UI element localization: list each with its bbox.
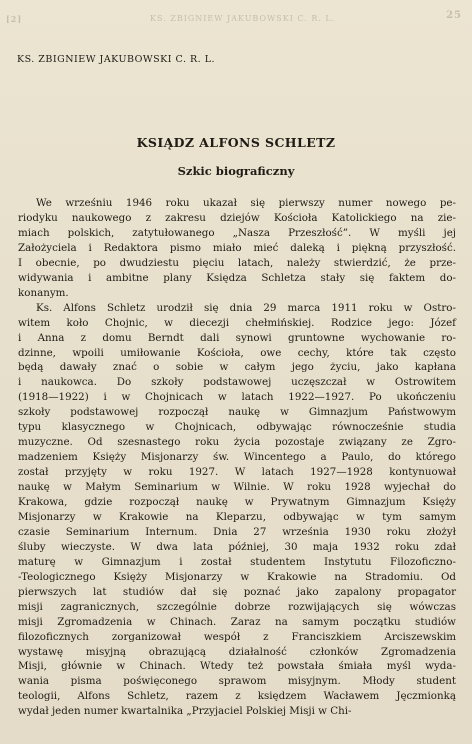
bleed-page-number: 25 xyxy=(446,10,462,21)
text-line xyxy=(0,196,472,211)
bleed-center-text: KS. ZBIGNIEW JAKUBOWSKI C. R. L. xyxy=(150,14,336,23)
text-line-content: szkoły podstawowej rozpoczął naukę w Gimnazjum Państwowym xyxy=(18,406,456,419)
text-line-content: widywania i ambitne plany Księdza Schletza stały się faktem do- xyxy=(18,271,456,284)
text-line-content: (1918—1922) i w Chojnicach w latach 1922—1927. Po ukończeniu xyxy=(18,391,456,404)
text-line xyxy=(0,585,472,600)
text-line xyxy=(0,450,472,465)
text-line xyxy=(0,241,472,256)
text-line xyxy=(0,435,472,450)
text-line-content: typu klasycznego w Chojnicach, odbywając równocześnie studia xyxy=(18,421,456,434)
text-line-content: czasie Seminarium Internum. Dnia 27 września 1930 roku złożył xyxy=(18,525,456,538)
text-line-content: filozoficznych zorganizował wespół z Franciszkiem Arciszewskim xyxy=(18,630,456,643)
text-line xyxy=(0,390,472,405)
text-line-content: konanym. xyxy=(18,286,69,299)
text-line xyxy=(0,226,472,241)
text-line xyxy=(0,346,472,361)
text-line-content: i Anna z domu Berndt dali synowi gruntowne wychowanie ro- xyxy=(18,331,456,344)
show-through-header xyxy=(0,6,472,24)
article-subtitle: Szkic biograficzny xyxy=(177,164,295,178)
text-line-content: I obecnie, po dwudziestu pięciu latach, należy stwierdzić, że prze- xyxy=(18,256,456,269)
text-line xyxy=(0,316,472,331)
text-line-content: Misji, głównie w Chinach. Wtedy też powstała śmiała myśl wyda- xyxy=(18,660,456,673)
text-line xyxy=(0,570,472,585)
text-line-content: został przyjęty w roku 1927. W latach 1927—1928 kontynuował xyxy=(18,466,456,479)
text-line xyxy=(0,405,472,420)
text-line-content: muzyczne. Od szesnastego roku życia pozostaje związany ze Zgro- xyxy=(18,436,456,449)
text-line xyxy=(0,211,472,226)
text-line-content: madzeniem Księży Misjonarzy św. Wincentego a Paulo, do którego xyxy=(18,451,456,464)
text-line xyxy=(0,331,472,346)
text-line-content: wydał jeden numer kwartalnika „Przyjaciel Polskiej Misji w Chi- xyxy=(18,705,352,718)
text-line xyxy=(0,630,472,645)
text-line xyxy=(0,271,472,286)
text-line-content: Misjonarzy w Krakowie na Kleparzu, odbywając w tym samym xyxy=(18,510,456,523)
text-line xyxy=(0,510,472,525)
text-line-content: Założyciela i Redaktora pismo miało mieć daleką i piękną przyszłość. xyxy=(18,241,456,254)
text-line-content: wystawę misyjną obrazującą działalność członków Zgromadzenia xyxy=(18,645,456,658)
text-line-content: misji Zgromadzenia w Chinach. Zaraz na samym początku studiów xyxy=(18,615,456,628)
text-line xyxy=(0,286,472,301)
text-line-content: maturę w Gimnazjum i został studentem Instytutu Filozoficzno- xyxy=(18,555,456,568)
text-line-content: dzinne, wpoili umiłowanie Kościoła, owe cechy, które tak często xyxy=(18,346,456,359)
text-line xyxy=(0,465,472,480)
text-line xyxy=(0,360,472,375)
text-line xyxy=(0,540,472,555)
text-line xyxy=(0,480,472,495)
author-line: KS. ZBIGNIEW JAKUBOWSKI C. R. L. xyxy=(17,54,216,65)
bleed-left-mark: [2] xyxy=(6,14,23,24)
text-line-content: Krakowa, gdzie rozpoczął naukę w Prywatnym Gimnazjum Księży xyxy=(18,496,456,508)
text-line-content: -Teologicznego Księży Misjonarzy w Krakowie na Stradomiu. Od xyxy=(18,570,456,583)
text-line xyxy=(0,645,472,660)
text-line xyxy=(0,659,472,674)
text-line xyxy=(0,600,472,615)
text-line-content: naukę w Małym Seminarium w Wilnie. W roku 1928 wyjechał do xyxy=(18,481,456,494)
text-line xyxy=(0,495,472,510)
text-line xyxy=(0,674,472,689)
text-line-content: We wrześniu 1946 roku ukazał się pierwszy numer nowego pe- xyxy=(36,197,456,209)
text-line-content: pierwszych lat studiów dał się poznać jako zapalony propagator xyxy=(18,585,456,598)
text-line-content: wania pisma poświęconego sprawom misyjnym. Młody student xyxy=(18,675,456,688)
text-line-content: witem koło Chojnic, w diecezji chełmińskiej. Rodzice jego: Józef xyxy=(18,316,456,329)
text-line xyxy=(0,615,472,630)
text-line xyxy=(0,525,472,540)
text-line-content: będą dawały znać o sobie w całym jego życiu, jako kapłana xyxy=(18,361,456,374)
text-line-content: riodyku naukowego z zakresu dziejów Kościoła Katolickiego na zie- xyxy=(18,211,456,224)
text-line-content: Ks. Alfons Schletz urodził się dnia 29 marca 1911 roku w Ostro- xyxy=(36,301,456,314)
text-line xyxy=(0,301,472,316)
text-line-content: i naukowca. Do szkoły podstawowej uczęszczał w Ostrowitem xyxy=(18,376,456,389)
text-line xyxy=(0,420,472,435)
text-line-content: teologii, Alfons Schletz, razem z księdzem Wacławem Jęczmionką xyxy=(18,690,456,703)
text-line xyxy=(0,689,472,704)
text-line xyxy=(0,555,472,570)
text-line-content: misji zagranicznych, szczególnie dobrze rozwijających się wówczas xyxy=(18,600,456,613)
text-line-content: śluby wieczyste. W dwa lata później, 30 maja 1932 roku zdał xyxy=(18,540,456,553)
text-line xyxy=(0,704,472,719)
text-line xyxy=(0,256,472,271)
article-title: KSIĄDZ ALFONS SCHLETZ xyxy=(136,135,336,150)
text-line xyxy=(0,375,472,390)
text-line-content: miach polskich, zatytułowanego „Nasza Przeszłość”. W myśli jej xyxy=(18,226,456,239)
